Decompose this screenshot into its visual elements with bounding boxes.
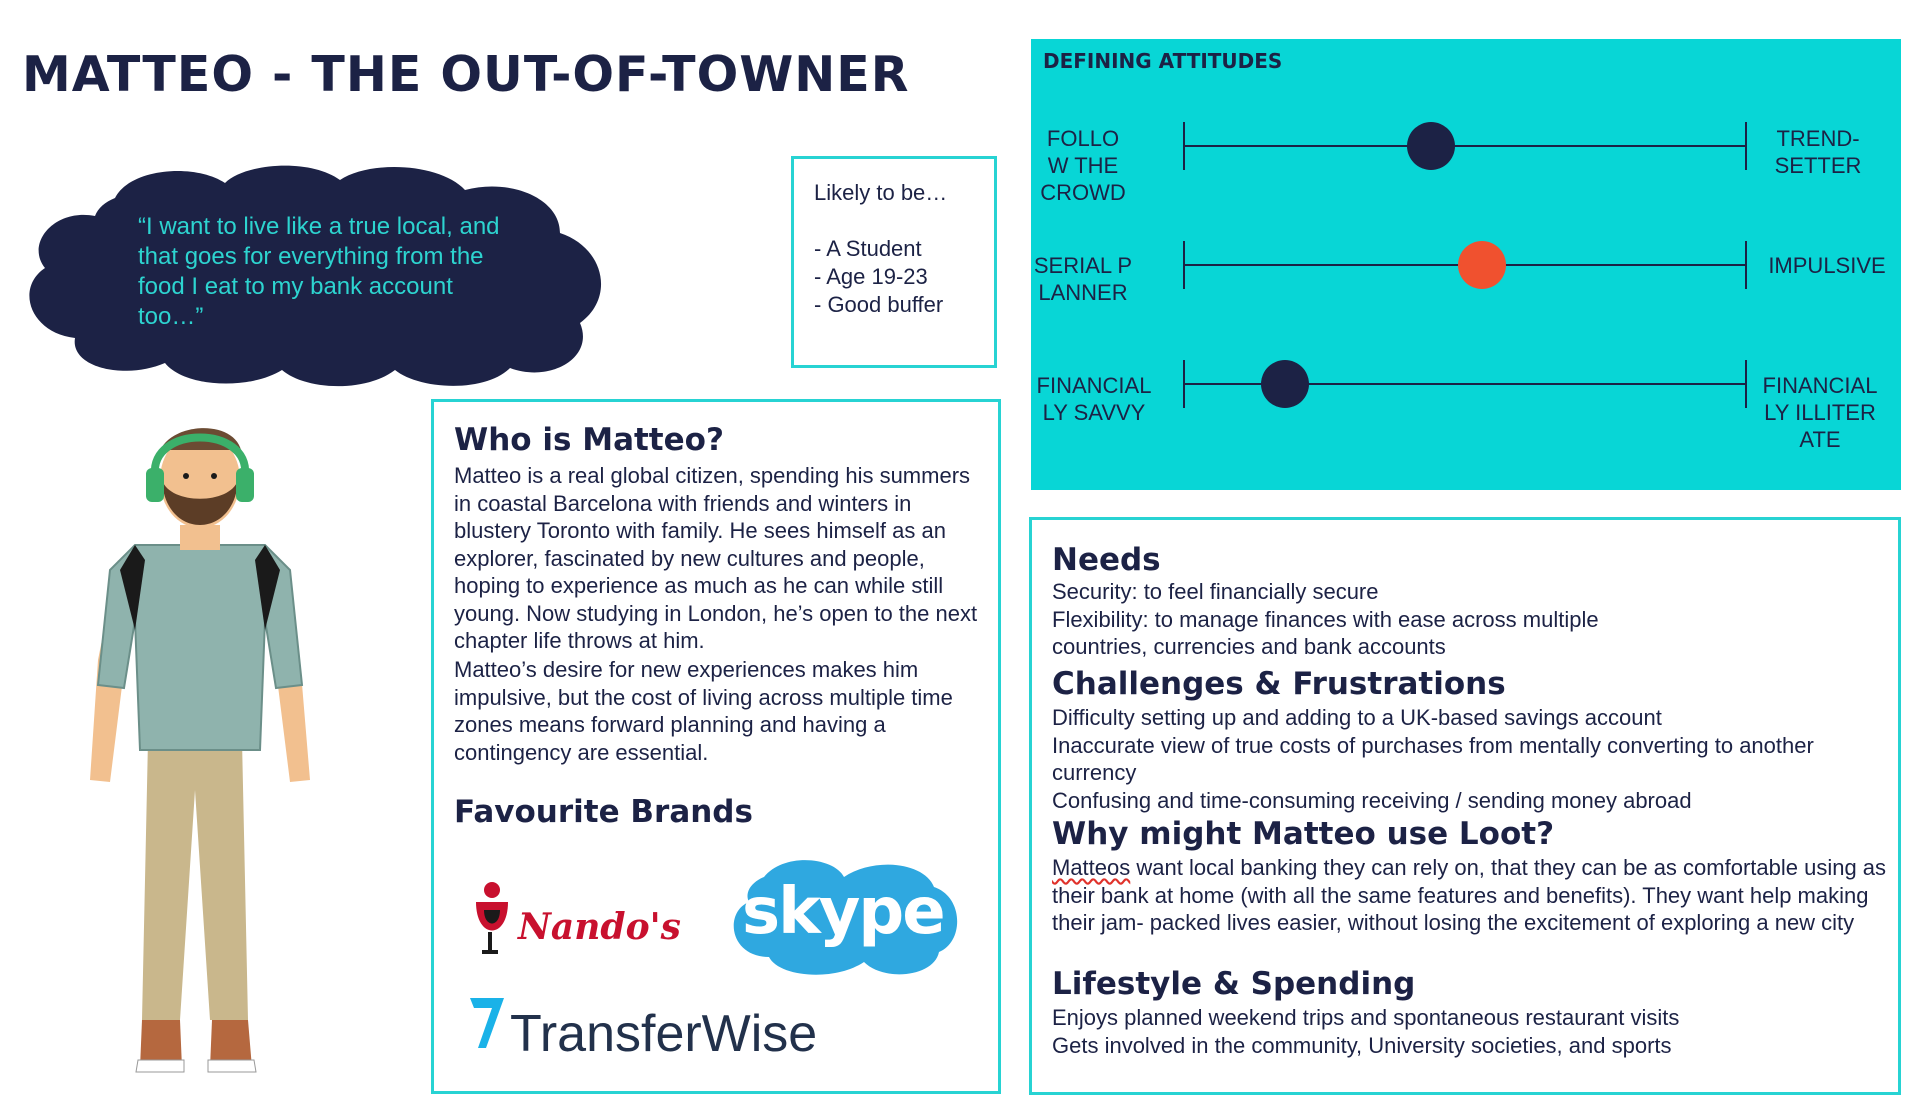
skype-logo [724,857,964,977]
scale-tick [1183,241,1185,289]
challenges-line: Inaccurate view of true costs of purchases from mentally converting to another currency [1052,732,1814,785]
likely-heading: Likely to be… [814,180,948,205]
lifestyle-list [1052,1004,1882,1059]
why-body: want local banking they can rely on, that they can be as comfortable using as their bank at home (with all the same features and benefits). They want help making their jam- packed lives easier, without losing the excitement of exploring a new city [1052,855,1887,935]
transferwise-logo [464,990,844,1070]
why-first-word: Matteos [1052,855,1131,880]
why-heading: Why might Matteo use Loot? [1052,816,1555,852]
needs-heading: Needs [1052,542,1161,578]
scale-tick [1745,241,1747,289]
scale-right-label: FINANCIALLY ILLITERATE [1762,373,1878,452]
who-is-matteo-box [431,399,1001,1094]
scale-right-label: IMPULSIVE [1768,253,1886,278]
scale-left-label: FOLLOW THE CROWD [1040,126,1126,205]
challenges-line: Difficulty setting up and adding to a UK-based savings account [1052,705,1662,730]
attitude-marker [1407,122,1455,170]
who-paragraph-1: Matteo is a real global citizen, spending his summers in coastal Barcelona with friends and winters in blustery Toronto with family. He sees himself as an explorer, fascinated by new cultures and people, hoping to experience as much as he can while still young. Now studying in London, he’s open to the next chapter life throws at him. [454,463,978,653]
lifestyle-line: Gets involved in the community, University societies, and sports [1052,1032,1672,1058]
needs-line: Security: to feel financially secure [1052,579,1379,604]
brands-heading: Favourite Brands [454,794,753,830]
transferwise-flag-icon [464,992,508,1052]
scale-right-label: TREND-SETTER [1774,126,1862,178]
challenges-line: Confusing and time-consuming receiving / sending money abroad [1052,787,1692,813]
lifestyle-heading: Lifestyle & Spending [1052,966,1416,1002]
persona-illustration [80,420,320,1080]
persona-quote: “I want to live like a true local, and that goes for everything from the food I eat to my bank account too…” [138,213,500,330]
brand-skype: skype [742,875,944,949]
brand-nandos: Nando's [518,906,681,948]
likely-item: - A Student [814,236,922,261]
scale-tick [1183,122,1185,170]
needs-list [1052,578,1882,661]
needs-line: Flexibility: to manage finances with ease across multiple countries, currencies and bank accounts [1052,606,1599,659]
nandos-rooster-icon [468,880,512,956]
scale-tick [1745,122,1747,170]
likely-item: - Age 19-23 [814,264,928,289]
scale-left-label: FINANCIALLY SAVVY [1036,373,1152,425]
defining-attitudes-panel [1031,39,1901,490]
attitudes-title: DEFINING ATTITUDES [1043,49,1283,73]
who-paragraph-2: Matteo’s desire for new experiences makes him impulsive, but the cost of living across multiple time zones means forward planning and having a contingency are essential. [454,657,953,765]
brand-transferwise: TransferWise [510,1005,818,1063]
likely-item: - Good buffer [814,292,944,317]
lifestyle-line: Enjoys planned weekend trips and spontaneous restaurant visits [1052,1005,1680,1030]
challenges-heading: Challenges & Frustrations [1052,666,1506,702]
needs-box [1029,517,1901,1095]
scale-tick [1745,360,1747,408]
scale-tick [1183,360,1185,408]
attitude-marker [1261,360,1309,408]
nandos-logo [468,880,681,960]
likely-to-be-box [791,156,997,368]
scale-left-label: SERIAL PLANNER [1033,253,1133,305]
challenges-list [1052,704,1882,814]
who-heading: Who is Matteo? [454,422,724,458]
why-text [1052,854,1887,937]
page-title: MATTEO - THE OUT-OF-TOWNER [22,46,910,103]
attitude-marker [1458,241,1506,289]
scale-line [1184,145,1746,147]
